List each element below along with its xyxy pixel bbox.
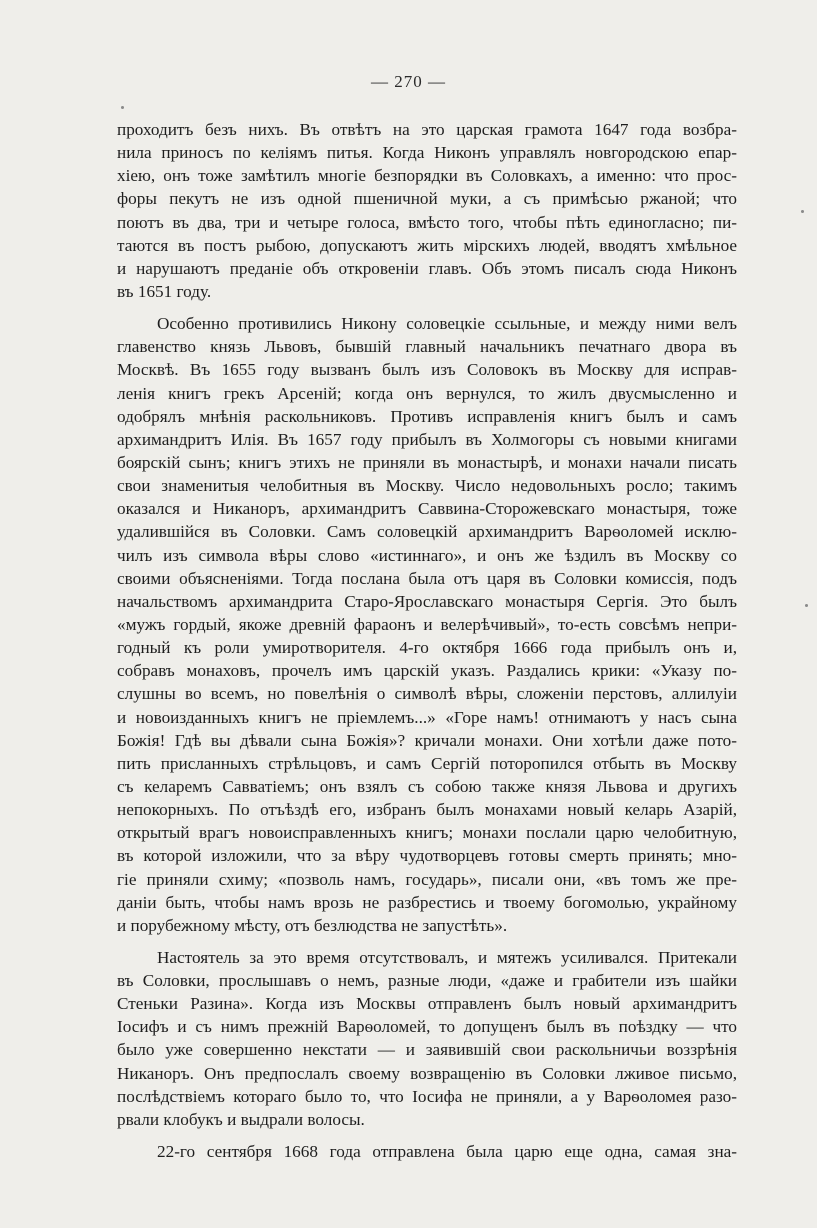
text-line: Іосифъ и съ нимъ прежній Варѳоломей, то допущенъ былъ въ поѣздку — что <box>117 1017 737 1037</box>
text-line: чилъ изъ символа вѣры слово «истиннаго», и онъ же ѣздилъ въ Москву со <box>117 545 737 565</box>
scan-speck <box>121 106 124 109</box>
text-line: годный къ роли умиротворителя. 4-го октября 1666 года прибылъ онъ и, <box>117 638 737 658</box>
text-line: въ 1651 году. <box>117 281 212 301</box>
text-line: ленія книгъ грекъ Арсеній; когда онъ вернулся, то жилъ двусмысленно и <box>117 383 737 403</box>
text-line: главенство князь Львовъ, бывшій главный начальникъ печатнаго двора въ <box>117 337 737 357</box>
text-line: Москвѣ. Въ 1655 году вызванъ былъ изъ Соловокъ въ Москву для исправ- <box>117 360 737 380</box>
scan-speck <box>805 604 808 607</box>
paragraph <box>117 946 737 1131</box>
text-line: таются въ постъ рыбою, допускаютъ жить мірскихъ людей, вводятъ хмѣльное <box>117 235 737 255</box>
paragraph <box>117 118 737 303</box>
text-line: въ Соловки, прослышавъ о немъ, разные люди, «даже и грабители изъ шайки <box>117 971 737 991</box>
text-line: своими объясненіями. Тогда послана была отъ царя въ Соловки комиссія, подъ <box>117 568 737 588</box>
text-line: и нарушаютъ преданіе объ откровеніи главъ. Объ этомъ писалъ сюда Никонъ <box>117 258 737 278</box>
text-line: боярскій сынъ; книгъ этихъ не приняли въ монастырѣ, и монахи начали писать <box>117 452 737 472</box>
body-text <box>117 118 737 1163</box>
text-line: и новоизданныхъ книгъ не пріемлемъ...» «Горе намъ! отнимаютъ у насъ сына <box>117 707 737 727</box>
text-line: хіею, онъ тоже замѣтилъ многіе безпорядки въ Соловкахъ, а именно: что прос- <box>117 166 737 186</box>
text-line: нила приносъ по келіямъ питья. Когда Никонъ управлялъ новгородскою епар- <box>117 143 737 163</box>
text-line: форы пекутъ не изъ одной пшеничной муки, а съ примѣсью ржаной; что <box>117 189 737 209</box>
text-line: въ которой изложили, что за вѣру чудотворцевъ готовы смерть принять; мно- <box>117 846 737 866</box>
paragraph <box>117 312 737 937</box>
text-line: пить присланныхъ стрѣльцовъ, и самъ Сергій поторопился отбыть въ Москву <box>117 753 737 773</box>
text-line: рвали клобукъ и выдрали волосы. <box>117 1109 365 1129</box>
text-line: одобрялъ мнѣнія раскольниковъ. Противъ исправленія книгъ былъ и самъ <box>117 406 737 426</box>
scan-speck <box>801 210 804 213</box>
text-line: было уже совершенно некстати — и заявившій свои раскольничьи воззрѣнія <box>117 1040 737 1060</box>
text-line: 22-го сентября 1668 года отправлена была царю еще одна, самая зна- <box>157 1142 737 1162</box>
text-line: послѣдствіемъ котораго было то, что Іосифа не приняли, а у Варѳоломея разо- <box>117 1086 737 1106</box>
text-line: Стеньки Разина». Когда изъ Москвы отправленъ былъ новый архимандритъ <box>117 994 737 1014</box>
text-line: «мужъ гордый, якоже древній фараонъ и велерѣчивый», то-есть совсѣмъ непри- <box>117 614 737 634</box>
text-line: гіе приняли схиму; «позволь намъ, государь», писали они, «въ томъ же пре- <box>117 869 737 889</box>
text-line: съ келаремъ Савватіемъ; онъ взялъ съ собою также князя Львова и другихъ <box>117 776 737 796</box>
text-line: удалившійся въ Соловки. Самъ соловецкій архимандритъ Варѳоломей исклю- <box>117 522 737 542</box>
text-line: даніи быть, чтобы намъ врозь не разбрестись и твоему богомолью, украйному <box>117 892 737 912</box>
text-line: непокорныхъ. По отъѣздѣ его, избранъ былъ монахами новый келарь Азарій, <box>117 800 737 820</box>
text-line: начальствомъ архимандрита Старо-Ярославскаго монастыря Сергія. Это былъ <box>117 591 737 611</box>
text-line: проходитъ безъ нихъ. Въ отвѣтъ на это царская грамота 1647 года возбра- <box>117 120 737 139</box>
text-line: архимандритъ Илія. Въ 1657 году прибылъ въ Холмогоры съ новыми книгами <box>117 429 737 449</box>
text-line: оказался и Никаноръ, архимандритъ Саввина-Сторожевскаго монастыря, тоже <box>117 499 737 519</box>
paragraph <box>117 1140 737 1163</box>
text-line: собравъ монаховъ, прочелъ имъ царскій указъ. Раздались крики: «Указу по- <box>117 661 737 681</box>
page-number: — 270 — <box>371 72 446 91</box>
text-line: Божія! Гдѣ вы дѣвали сына Божія»? кричали монахи. Они хотѣли даже пото- <box>117 730 737 750</box>
text-line: поютъ въ два, три и четыре голоса, вмѣсто того, чтобы пѣть единогласно; пи- <box>117 212 737 232</box>
text-line: свои знаменитыя челобитныя въ Москву. Число недовольныхъ росло; такимъ <box>117 476 737 496</box>
text-line: Настоятель за это время отсутствовалъ, и мятежъ усиливался. Притекали <box>157 947 737 967</box>
text-line: открытый врагъ новоисправленныхъ книгъ; монахи послали царю челобитную, <box>117 823 737 843</box>
text-line: и порубежному мѣсту, отъ безлюдства не запустѣть». <box>117 915 508 935</box>
text-line: Никаноръ. Онъ предпослалъ своему возвращенію въ Соловки лживое письмо, <box>117 1063 737 1083</box>
text-line: Особенно противились Никону соловецкіе ссыльные, и между ними велъ <box>157 314 737 334</box>
text-line: слушны во всемъ, но повелѣнія о символѣ вѣры, сложеніи перстовъ, аллилуіи <box>117 684 737 704</box>
